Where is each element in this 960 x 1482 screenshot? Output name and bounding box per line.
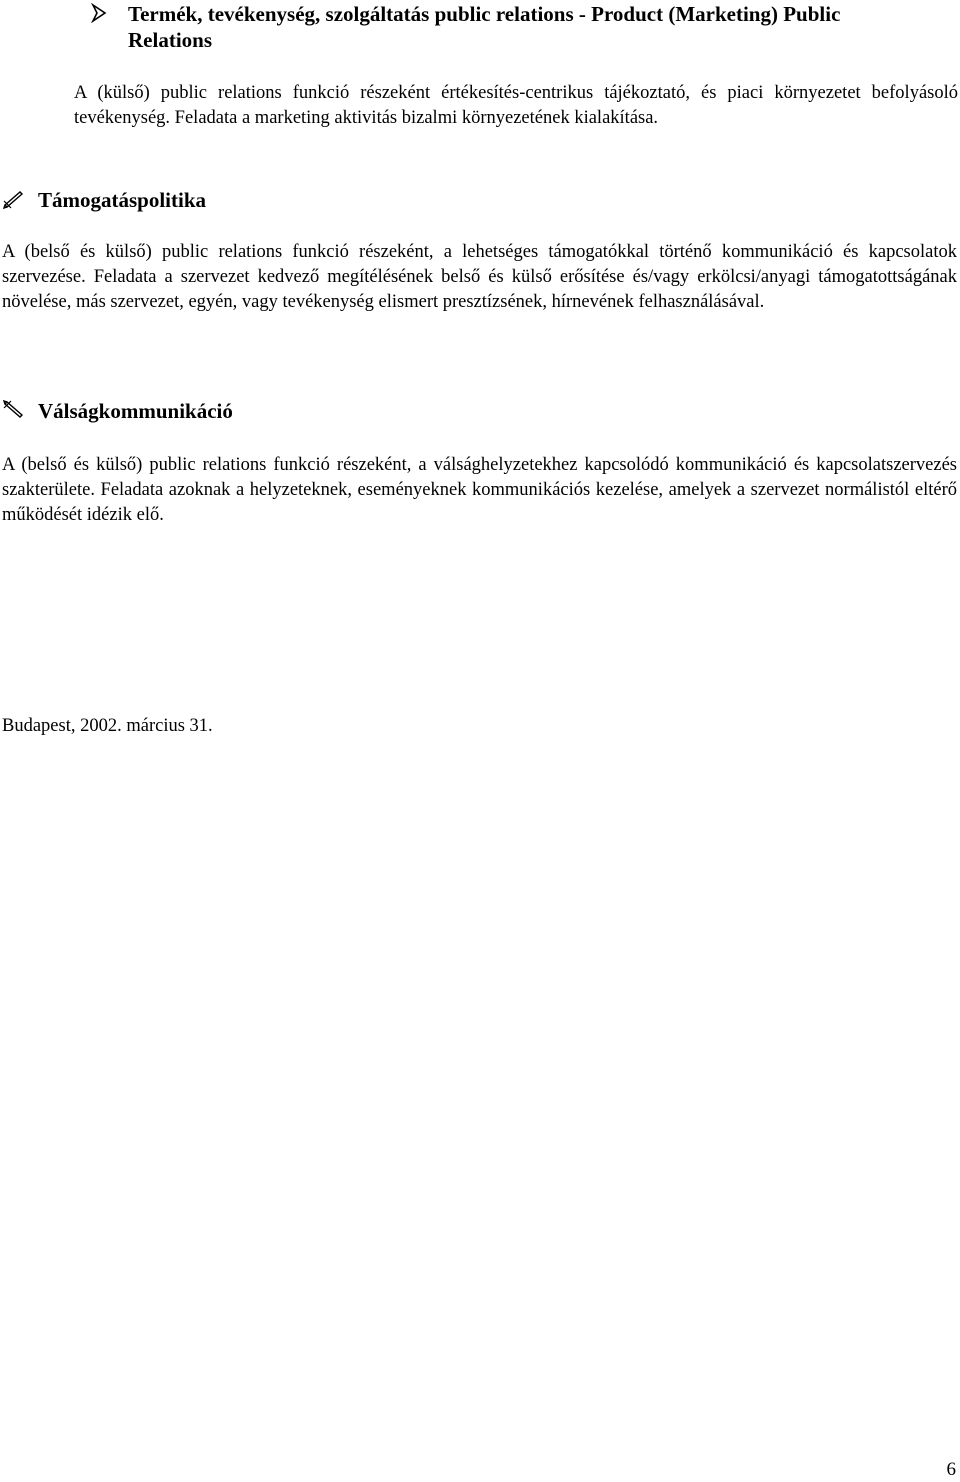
section-heading-support-policy <box>38 187 918 213</box>
section-heading-text: Termék, tevékenység, szolgáltatás public relations - Product (Marketing) Public Relations <box>128 2 841 52</box>
section-body-crisis-communication: A (belső és külső) public relations funkció részeként, a válsághelyzetekhez kapcsolódó kommunikáció és kapcsolatszervezés szakterülete. Feladata azoknak a helyzeteknek, eseményeknek kommunikációs kezelése, amelyek a szervezet normálistól eltérő működését idézik elő. <box>2 455 957 525</box>
section-heading-crisis-communication <box>38 398 918 424</box>
section-heading-product-pr <box>128 1 928 53</box>
section-body-product-pr: A (külső) public relations funkció részeként értékesítés-centrikus tájékoztató, és piaci környezetet befolyásoló tevékenység. Feladata a marketing aktivitás bizalmi környezetének kialakítása. <box>74 83 958 128</box>
section-heading-text: Válságkommunikáció <box>38 399 233 423</box>
arrowhead-bullet-icon <box>91 3 107 29</box>
pencil-bullet-icon <box>2 400 24 426</box>
section-body-support-policy: A (belső és külső) public relations funkció részeként, a lehetséges támogatókkal történő kommunikáció és kapcsolatok szervezése. Feladata a szervezet kedvező megítélésének belső és külső erősítése és/vagy erkölcsi/anyagi támogatottságának növelése, más szervezet, egyén, vagy tevékenység elismert presztízsének, hírnevének felhasználásával. <box>2 242 957 312</box>
pencil-bullet-icon <box>2 189 24 215</box>
section-heading-text: Támogatáspolitika <box>38 188 207 212</box>
page-number: 6 <box>946 1459 956 1480</box>
date-line: Budapest, 2002. március 31. <box>2 716 213 736</box>
